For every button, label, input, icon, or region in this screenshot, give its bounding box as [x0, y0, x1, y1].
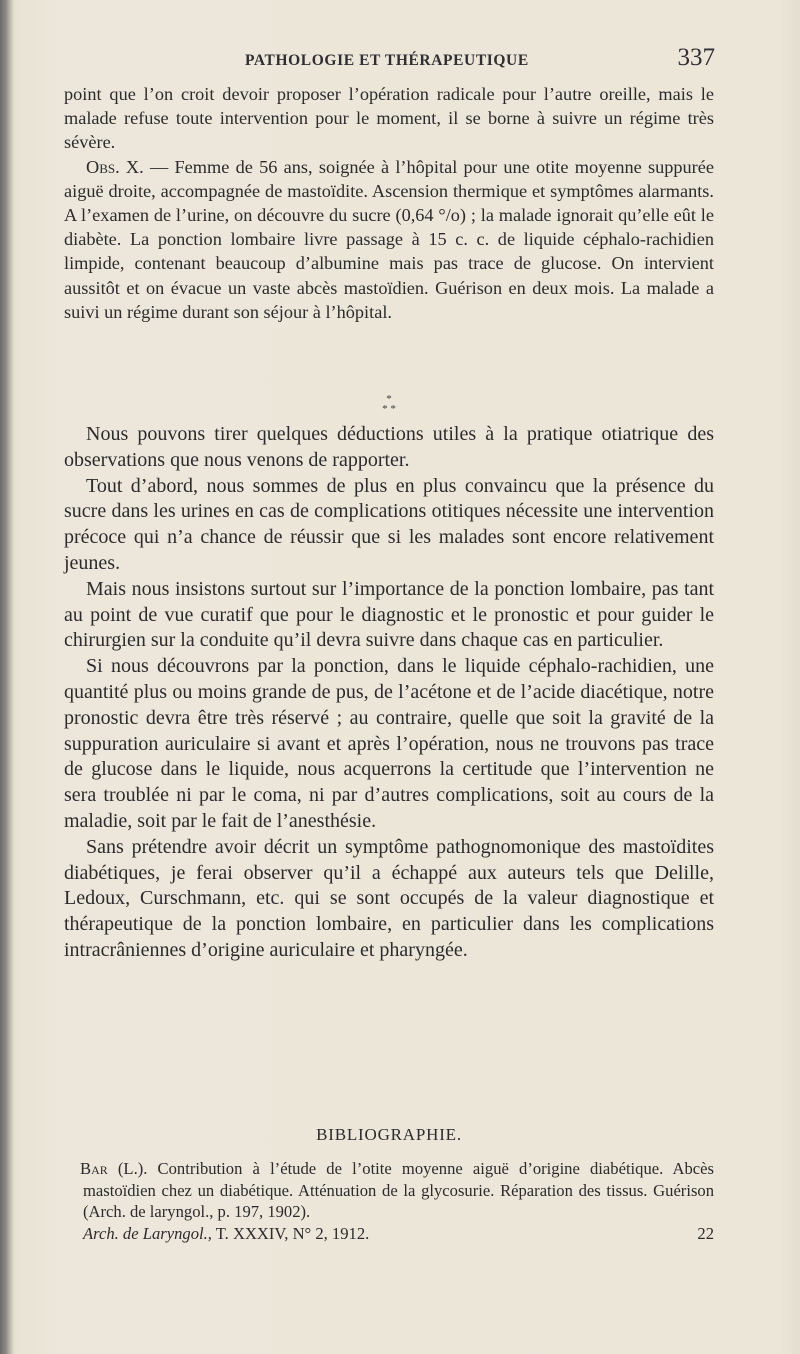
body-text	[64, 82, 714, 961]
bibliography-volume: T. XXXIV, N° 2, 1912.	[211, 1223, 370, 1243]
page-number: 337	[677, 44, 715, 71]
bibliography-author: Bar (L.).	[80, 1159, 148, 1178]
bibliography-description: Contribution à l’étude de l’otite moyenne aiguë d’origine diabétique. Abcès mastoïdien chez un diabétique. Atténuation de la glycosurie. Réparation des tissus. Guérison (Arch. de laryngol., p. 197, 1902).	[83, 1159, 714, 1221]
running-head	[60, 40, 715, 80]
bibliography-entry	[80, 1158, 714, 1244]
discussion-paragraph-4: Si nous découvrons par la ponction, dans le liquide céphalo-rachidien, une quantité plus ou moins grande de pus, de l’acétone et de l’acide diacétique, notre pronostic devra être très réservé ; au contraire, quelle que soit la gravité de la suppuration auriculaire si avant et après l’opération, nous ne trouvons pas trace de glucose dans le liquide, nous acquerrons la certitude que l’intervention ne sera troublée ni par le coma, ni par d’autres complications, soit au cours de la maladie, soit par le fait de l’anesthésie.	[64, 655, 714, 832]
observation-paragraph	[64, 155, 714, 324]
asterism-top-star: *	[386, 393, 392, 405]
discussion-paragraph-3: Mais nous insistons surtout sur l’importance de la ponction lombaire, pas tant au point de vue curatif que pour le diagnostic et le pronostic et pour guider le chirurgien sur la conduite qu’il devra suivre dans chaque cas en particulier.	[64, 577, 714, 652]
bibliography-journal: Arch. de Laryngol.,	[83, 1223, 212, 1243]
asterism	[64, 394, 714, 414]
book-binding-edge	[0, 0, 14, 1354]
observation-label: Obs. X.	[86, 156, 144, 177]
bibliography-text	[80, 1158, 714, 1223]
observation-section	[64, 82, 714, 324]
bibliography-heading: BIBLIOGRAPHIE.	[316, 1125, 462, 1144]
paragraph-continuation: point que l’on croit devoir proposer l’opération radicale pour l’autre oreille, mais le malade refuse toute intervention pour le moment, il se borne à suivre un régime très sévère.	[64, 84, 714, 153]
bibliography-journal-line	[80, 1223, 714, 1245]
discussion-section	[64, 422, 714, 964]
asterism-bottom-stars: * *	[382, 403, 396, 415]
signature-number: 22	[697, 1223, 714, 1243]
running-title: PATHOLOGIE ET THÉRAPEUTIQUE	[245, 52, 529, 69]
discussion-paragraph-5: Sans prétendre avoir décrit un symptôme pathognomonique des mastoïdites diabétiques, je ferai observer qu’il a échappé aux auteurs tels que Delille, Ledoux, Curschmann, etc. qui se sont occupés de la valeur diagnostique et thérapeutique de la ponction lombaire, en particulier dans les complications intracrâniennes d’origine auriculaire et pharyngée.	[64, 835, 714, 961]
discussion-paragraph-2: Tout d’abord, nous sommes de plus en plus convaincu que la présence du sucre dans les urines en cas de complications otitiques nécessite une intervention précoce qui n’a chance de réussir que si les malades sont encore relativement jeunes.	[64, 474, 714, 574]
bibliography-journal-ref	[83, 1223, 369, 1245]
observation-text: — Femme de 56 ans, soignée à l’hôpital pour une otite moyenne suppurée aiguë droite, accompagnée de mastoïdite. Ascension thermique et symptômes alarmants. A l’examen de l’urine, on découvre du sucre (0,64 °/o) ; la malade ignorait qu’elle eût le diabète. La ponction lombaire livre passage à 15 c. c. de liquide céphalo-rachidien limpide, contenant beaucoup d’albumine mais pas trace de glucose. On intervient aussitôt et on évacue un vaste abcès mastoïdien. Guérison en deux mois. La malade a suivi un régime durant son séjour à l’hôpital.	[64, 156, 714, 322]
discussion-paragraph-1: Nous pouvons tirer quelques déductions utiles à la pratique otiatrique des observations que nous venons de rapporter.	[64, 423, 714, 471]
